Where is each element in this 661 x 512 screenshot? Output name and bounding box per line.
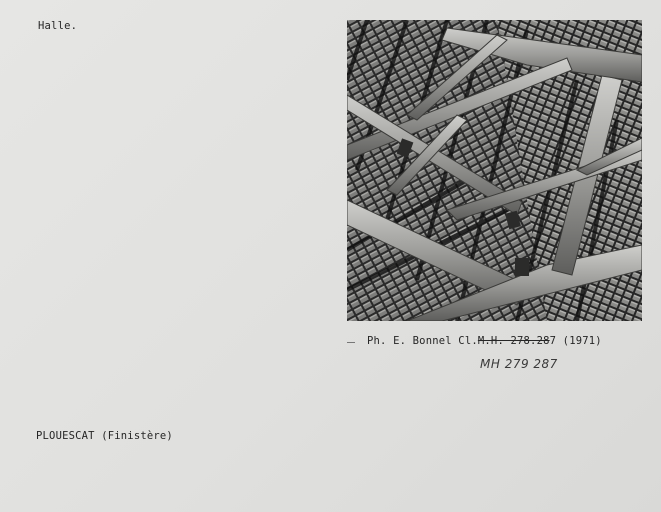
location-label: PLOUESCAT (Finistère) xyxy=(36,430,173,442)
photo-caption xyxy=(367,335,602,347)
roof-timber-photo xyxy=(347,20,642,321)
caption-dash xyxy=(347,342,355,343)
caption-struck-number: M.H. 278.28 xyxy=(477,335,550,347)
handwritten-reference: MH 279 287 xyxy=(480,357,558,371)
caption-prefix: Ph. E. Bonnel Cl. xyxy=(367,335,478,347)
caption-suffix: 7 (1971) xyxy=(549,335,602,347)
photograph xyxy=(347,20,642,321)
title-label: Halle. xyxy=(38,20,78,32)
